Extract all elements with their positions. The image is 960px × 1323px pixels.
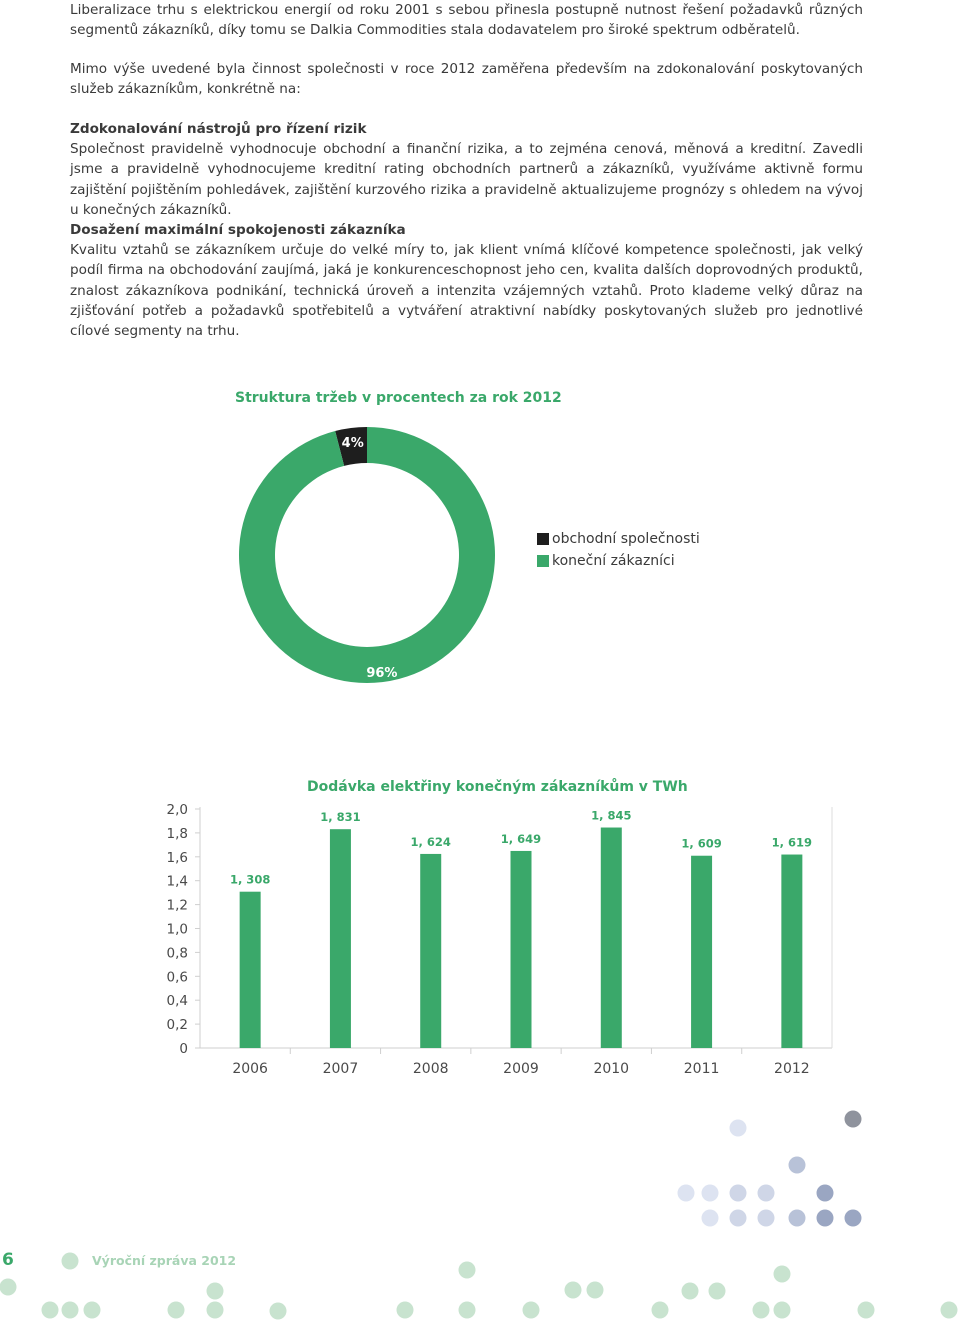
x-tick-label: 2007 xyxy=(322,1061,359,1077)
y-tick-label: 0 xyxy=(179,1041,188,1057)
decorative-dot xyxy=(730,1185,747,1202)
decorative-dot xyxy=(758,1210,775,1227)
bar-2008 xyxy=(420,854,441,1048)
bar-value-label: 1, 308 xyxy=(229,872,271,887)
x-tick-label: 2012 xyxy=(774,1061,810,1077)
y-tick-label: 2,0 xyxy=(166,802,188,818)
legend-swatch xyxy=(537,533,549,545)
decorative-dot xyxy=(709,1283,726,1300)
bar-chart xyxy=(150,795,850,1085)
bar-2009 xyxy=(511,851,532,1048)
legend-item xyxy=(537,550,700,572)
decorative-dot xyxy=(523,1302,540,1319)
bar-value-label: 1, 649 xyxy=(500,831,542,846)
section-body: Společnost pravidelně vyhodnocuje obchodní a finanční rizika, a to zejména cenová, měnová a kreditní. Zavedli jsme a pravidelně vyhodnocujeme kreditní rating obchodních partnerů a zákazníků, využíváme aktivně formu zajištění pojištěním pohledávek, zajištění kurzového rizika a pravidelně aktualizujeme prognózy s ohledem na vývoj u konečných zákazníků. xyxy=(70,141,863,218)
bar-2007 xyxy=(330,829,351,1048)
decorative-dot xyxy=(789,1210,806,1227)
decorative-dot xyxy=(730,1120,747,1137)
decorative-dot xyxy=(858,1302,875,1319)
decorative-dot xyxy=(845,1111,862,1128)
y-tick-label: 1,6 xyxy=(166,849,188,866)
x-tick-label: 2010 xyxy=(593,1061,630,1077)
decorative-dot xyxy=(84,1302,101,1319)
donut-slice xyxy=(239,427,495,683)
x-tick-label: 2006 xyxy=(232,1061,268,1077)
y-tick-label: 0,6 xyxy=(166,969,188,986)
decorative-dot xyxy=(758,1185,775,1202)
decorative-dot xyxy=(459,1302,476,1319)
decorative-dot xyxy=(62,1302,79,1319)
donut-legend xyxy=(537,528,700,572)
section-body: Kvalitu vztahů se zákazníkem určuje do velké míry to, jak klient vnímá klíčové kompetence společnosti, jak velký podíl firma na obchodování zaujímá, jaká je konkurenceschopnost jeho cen, kvalita dalších doprovodných produktů, znalost zákazníkova podnikání, technická úroveň a intenzita vzájemných vztahů. Proto klademe velký důraz na zjišťování potřeb a požadavků spotřebitelů a vytváření atraktivní nabídky poskytovaných služeb pro jednotlivé cílové segmenty na trhu. xyxy=(70,242,863,340)
bar-value-label: 1, 845 xyxy=(591,808,632,823)
bar-value-label: 1, 624 xyxy=(410,834,451,849)
x-tick-label: 2011 xyxy=(683,1061,720,1077)
bar-2006 xyxy=(240,892,261,1048)
decorative-dot xyxy=(459,1262,476,1279)
section-risk-management xyxy=(70,119,863,220)
decorative-dot xyxy=(42,1302,59,1319)
decorative-dot xyxy=(682,1283,699,1300)
intro-paragraph: Liberalizace trhu s elektrickou energií od roku 2001 s sebou přinesla postupně nutnost řešení požadavků různých segmentů zákazníků, díky tomu se Dalkia Commodities stala dodavatelem pro široké spektrum odběratelů. xyxy=(70,2,863,39)
section-heading: Zdokonalování nástrojů pro řízení rizik xyxy=(70,121,367,137)
bar-2011 xyxy=(691,856,712,1048)
decorative-dot xyxy=(565,1282,582,1299)
decorative-dot xyxy=(774,1266,791,1283)
footer-doc-title: Výroční zpráva 2012 xyxy=(92,1253,237,1268)
y-tick-label: 1,0 xyxy=(166,921,188,938)
decorative-dot xyxy=(207,1283,224,1300)
bar-value-label: 1, 619 xyxy=(771,835,813,850)
donut-chart-title: Struktura tržeb v procentech za rok 2012 xyxy=(235,390,562,406)
x-tick-label: 2008 xyxy=(412,1061,449,1077)
decorative-dot xyxy=(652,1302,669,1319)
donut-slice-label: 96% xyxy=(366,666,398,682)
donut-slice-label: 4% xyxy=(341,435,364,451)
y-tick-label: 1,8 xyxy=(166,825,188,842)
decorative-dot xyxy=(702,1210,719,1227)
decorative-dot xyxy=(587,1282,604,1299)
y-tick-label: 0,8 xyxy=(166,945,188,962)
decorative-dot xyxy=(817,1210,834,1227)
legend-label: koneční zákazníci xyxy=(552,553,675,569)
bar-chart-title: Dodávka elektřiny konečným zákazníkům v TWh xyxy=(307,779,688,795)
decorative-dot xyxy=(845,1210,862,1227)
bar-2012 xyxy=(781,855,802,1048)
y-tick-label: 1,4 xyxy=(166,873,188,890)
legend-swatch xyxy=(537,555,549,567)
decorative-dot xyxy=(702,1185,719,1202)
y-tick-label: 1,2 xyxy=(166,897,188,914)
decorative-dot xyxy=(0,1279,17,1296)
y-tick-label: 0,4 xyxy=(166,993,188,1010)
legend-label: obchodní společnosti xyxy=(552,531,700,547)
bar-2010 xyxy=(601,828,622,1048)
decorative-dot xyxy=(941,1302,958,1319)
decorative-dot xyxy=(397,1302,414,1319)
y-tick-label: 0,2 xyxy=(166,1017,188,1034)
decorative-dot xyxy=(270,1303,287,1320)
activities-paragraph: Mimo výše uvedené byla činnost společnosti v roce 2012 zaměřena především na zdokonalování poskytovaných služeb zákazníkům, konkrétně na: xyxy=(70,61,863,98)
bar-value-label: 1, 609 xyxy=(681,836,722,851)
section-heading: Dosažení maximální spokojenosti zákazníka xyxy=(70,222,406,238)
x-tick-label: 2009 xyxy=(503,1061,539,1077)
page-number: 6 xyxy=(2,1250,14,1270)
legend-item xyxy=(537,528,700,550)
donut-chart xyxy=(230,420,510,700)
decorative-dot xyxy=(817,1185,834,1202)
decorative-dot xyxy=(789,1157,806,1174)
decorative-dot xyxy=(678,1185,695,1202)
bar-value-label: 1, 831 xyxy=(320,810,361,825)
section-customer-satisfaction xyxy=(70,220,863,341)
decorative-dot xyxy=(774,1302,791,1319)
decorative-dot xyxy=(730,1210,747,1227)
decorative-dot xyxy=(62,1253,79,1270)
decorative-dot xyxy=(207,1302,224,1319)
decorative-dot xyxy=(753,1302,770,1319)
decorative-dot xyxy=(168,1302,185,1319)
